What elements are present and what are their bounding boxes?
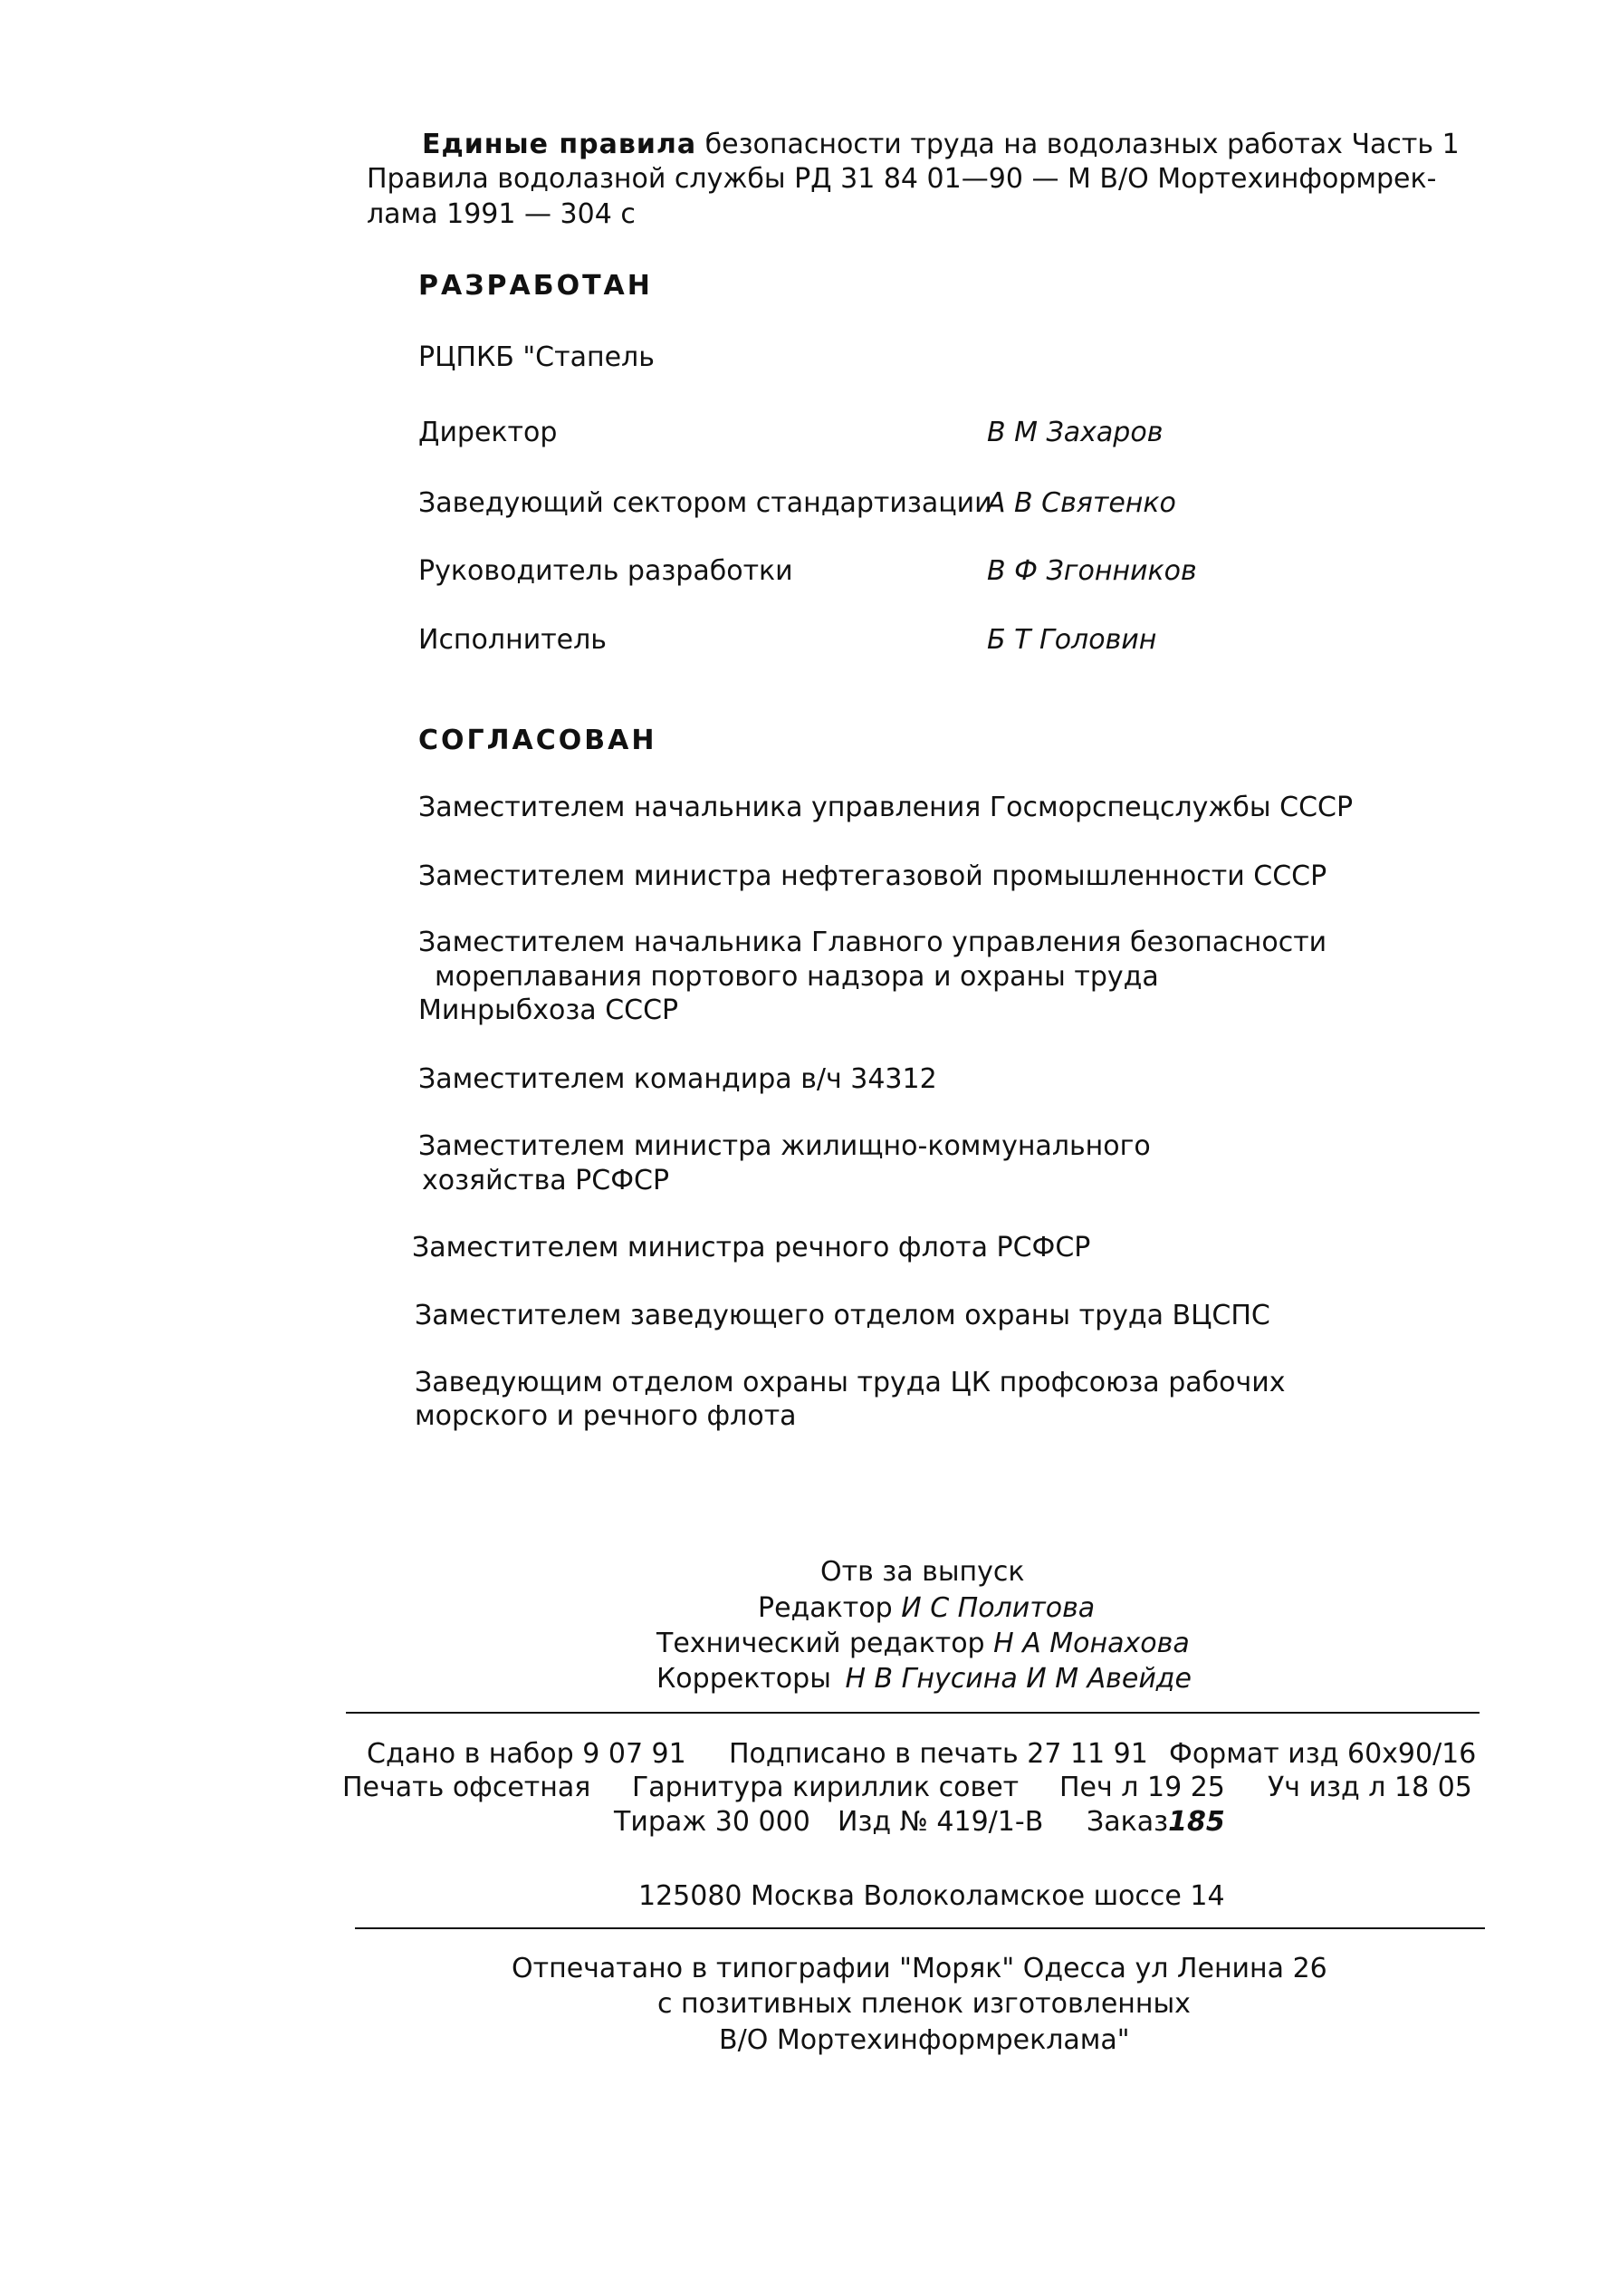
agreed-title: СОГЛАСОВАН bbox=[418, 725, 657, 756]
developer-name: В Ф Згонников bbox=[987, 555, 1197, 587]
developer-role: Директор bbox=[418, 417, 558, 448]
agreed-item: Заместителем министра речного флота РСФСР bbox=[412, 1232, 1091, 1263]
header-title-bold: Единые правила bbox=[422, 129, 697, 160]
developer-role: Руководитель разработки bbox=[418, 555, 793, 587]
proofreaders-label: Корректоры bbox=[656, 1663, 831, 1695]
imprint-circulation: Тираж 30 000 bbox=[614, 1806, 810, 1838]
imprint-sent-to-typeset: Сдано в набор 9 07 91 bbox=[367, 1738, 686, 1770]
printer-line-3: В/О Мортехинформреклама" bbox=[719, 2024, 1130, 2056]
imprint-publishing-sheets: Уч изд л 18 05 bbox=[1268, 1772, 1472, 1803]
imprint-format: Формат изд 60х90/16 bbox=[1169, 1738, 1477, 1770]
order-number: 185 bbox=[1168, 1806, 1225, 1838]
developer-name: А В Святенко bbox=[987, 487, 1176, 519]
separator-rule bbox=[346, 1712, 1480, 1714]
imprint-publication-no: Изд № 419/1-В bbox=[838, 1806, 1044, 1838]
developed-title: РАЗРАБОТАН bbox=[418, 270, 653, 302]
developed-organization: РЦПКБ "Стапель bbox=[418, 341, 655, 373]
agreed-item-line: Минрыбхоза СССР bbox=[418, 994, 679, 1026]
header-line-1 bbox=[422, 128, 1460, 162]
agreed-item: Заместителем заведующего отделом охраны труда ВЦСПС bbox=[415, 1300, 1270, 1331]
header-line-3: лама 1991 — 304 с bbox=[367, 198, 636, 230]
tech-editor-label: Технический редактор bbox=[656, 1628, 985, 1659]
agreed-item-line: Заместителем начальника Главного управления безопасности bbox=[418, 927, 1327, 958]
developer-name: В М Захаров bbox=[987, 417, 1164, 448]
imprint-typeface: Гарнитура кириллик совет bbox=[632, 1772, 1020, 1803]
proofreaders-names: Н В Гнусина И М Авейде bbox=[845, 1663, 1192, 1695]
credits-responsible: Отв за выпуск bbox=[820, 1556, 1025, 1588]
developer-role: Исполнитель bbox=[418, 624, 607, 656]
imprint-print-type: Печать офсетная bbox=[342, 1772, 591, 1803]
agreed-item: Заместителем начальника управления Госморспецслужбы СССР bbox=[418, 792, 1354, 823]
separator-rule bbox=[355, 1927, 1485, 1929]
credits-proofreaders bbox=[656, 1662, 1192, 1696]
imprint-signed-to-print: Подписано в печать 27 11 91 bbox=[729, 1738, 1148, 1770]
agreed-item: Заместителем командира в/ч 34312 bbox=[418, 1063, 937, 1095]
tech-editor-name: Н А Монахова bbox=[993, 1628, 1190, 1659]
agreed-item: Заместителем министра нефтегазовой промышленности СССР bbox=[418, 860, 1327, 892]
editor-name: И С Политова bbox=[901, 1592, 1096, 1624]
agreed-item-line: мореплавания портового надзора и охраны труда bbox=[435, 961, 1159, 993]
imprint-order bbox=[1087, 1805, 1225, 1840]
printer-line-1: Отпечатано в типографии "Моряк" Одесса ул Ленина 26 bbox=[512, 1953, 1327, 1984]
header-line-2: Правила водолазной службы РД 31 84 01—90 — М В/О Мортехинформрек- bbox=[367, 163, 1437, 195]
imprint-address: 125080 Москва Волоколамское шоссе 14 bbox=[638, 1880, 1225, 1912]
imprint-printed-sheets: Печ л 19 25 bbox=[1059, 1772, 1225, 1803]
order-label: Заказ bbox=[1087, 1806, 1169, 1838]
editor-label: Редактор bbox=[758, 1592, 893, 1624]
developer-name: Б Т Головин bbox=[987, 624, 1157, 656]
agreed-item-line: Заведующим отделом охраны труда ЦК профсоюза рабочих bbox=[415, 1367, 1286, 1398]
agreed-item-line: морского и речного флота bbox=[415, 1400, 797, 1432]
agreed-item-line: хозяйства РСФСР bbox=[422, 1165, 670, 1196]
header-title-rest: безопасности труда на водолазных работах Часть 1 bbox=[704, 129, 1460, 160]
agreed-item-line: Заместителем министра жилищно-коммунального bbox=[418, 1130, 1151, 1162]
developer-role: Заведующий сектором стандартизации bbox=[418, 487, 992, 519]
credits-editor bbox=[758, 1591, 1095, 1626]
printer-line-2: с позитивных пленок изготовленных bbox=[657, 1988, 1191, 2020]
credits-tech-editor bbox=[656, 1627, 1190, 1661]
